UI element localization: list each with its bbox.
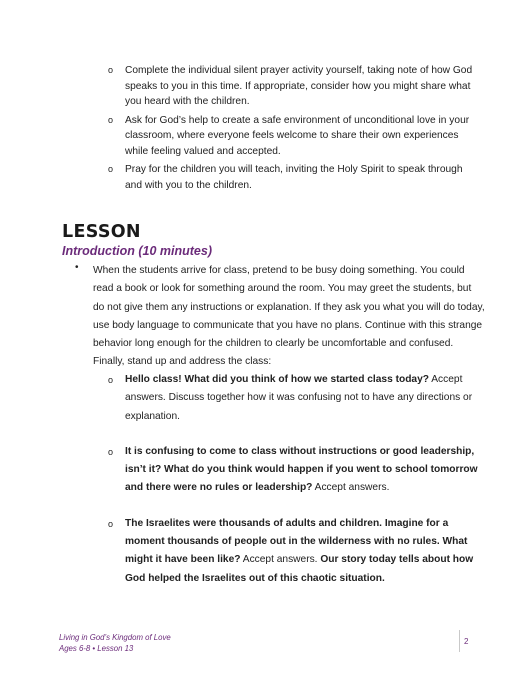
bullet-dot-icon: •	[75, 262, 79, 273]
main-instruction-text: When the students arrive for class, pretend to be busy doing something. You could read a book or look for something around the room. You may greet the students, but do not give them any instructions or explanation. If they ask you what you will do today, use body language to communicate that you have no plans. Continue with this strange behavior long enough for the children to clearly be uncomfortable and confused. Finally, stand up and address the class:	[93, 265, 485, 368]
circle-bullet-icon: o	[108, 518, 114, 529]
list-item-text: Pray for the children you will teach, inviting the Holy Spirit to speak through and with you to the children.	[125, 164, 463, 191]
circle-bullet-icon: o	[108, 375, 114, 385]
prompt-bold-text: It is confusing to come to class without instructions or good leadership, isn’t it? What do you think would happen if you went to school tomorrow and there were no rules or leadership?	[125, 445, 478, 494]
prompt-item	[108, 515, 478, 588]
preparation-list	[108, 63, 478, 196]
prompt-normal-text: Accept answers. Discuss together how it was confusing not to have any directions or explanation.	[125, 374, 473, 422]
page-number: 2	[464, 637, 469, 646]
main-instruction	[75, 262, 485, 372]
circle-bullet-icon: o	[108, 164, 114, 174]
footer-series-info	[59, 632, 171, 654]
circle-bullet-icon: o	[108, 114, 114, 125]
prompt-bold-text-2: Our story today tells about how God helped the Israelites out of this chaotic situation.	[125, 554, 474, 584]
list-item-text: Complete the individual silent prayer activity yourself, taking note of how God speaks to you in this time. If appropriate, consider how you might share what you heard with the children.	[125, 65, 473, 107]
prompt-normal-text: Accept answers.	[240, 554, 318, 566]
discussion-prompts	[108, 371, 478, 605]
list-item	[108, 162, 478, 193]
prompt-normal-text: Accept answers.	[312, 482, 390, 494]
footer-title: Living in God’s Kingdom of Love	[59, 633, 171, 642]
list-item	[108, 113, 478, 160]
prompt-item	[108, 371, 478, 426]
prompt-bold-text: Hello class! What did you think of how we started class today?	[125, 374, 429, 385]
section-title: Introduction (10 minutes)	[62, 244, 212, 258]
footer-subtitle: Ages 6-8 • Lesson 13	[59, 644, 134, 653]
circle-bullet-icon: o	[108, 65, 114, 75]
list-item-text: Ask for God’s help to create a safe environment of unconditional love in your classroom, where everyone feels welcome to share their own experiences while feeling valued and accepted.	[125, 114, 470, 157]
prompt-bold-text: The Israelites were thousands of adults and children. Imagine for a moment thousands of people out in the wilderness with no rules. What might it have been like?	[125, 517, 468, 566]
list-item	[108, 63, 478, 110]
circle-bullet-icon: o	[108, 446, 114, 457]
lesson-heading: LESSON	[62, 222, 141, 242]
prompt-item	[108, 443, 478, 498]
footer-divider	[459, 630, 460, 652]
